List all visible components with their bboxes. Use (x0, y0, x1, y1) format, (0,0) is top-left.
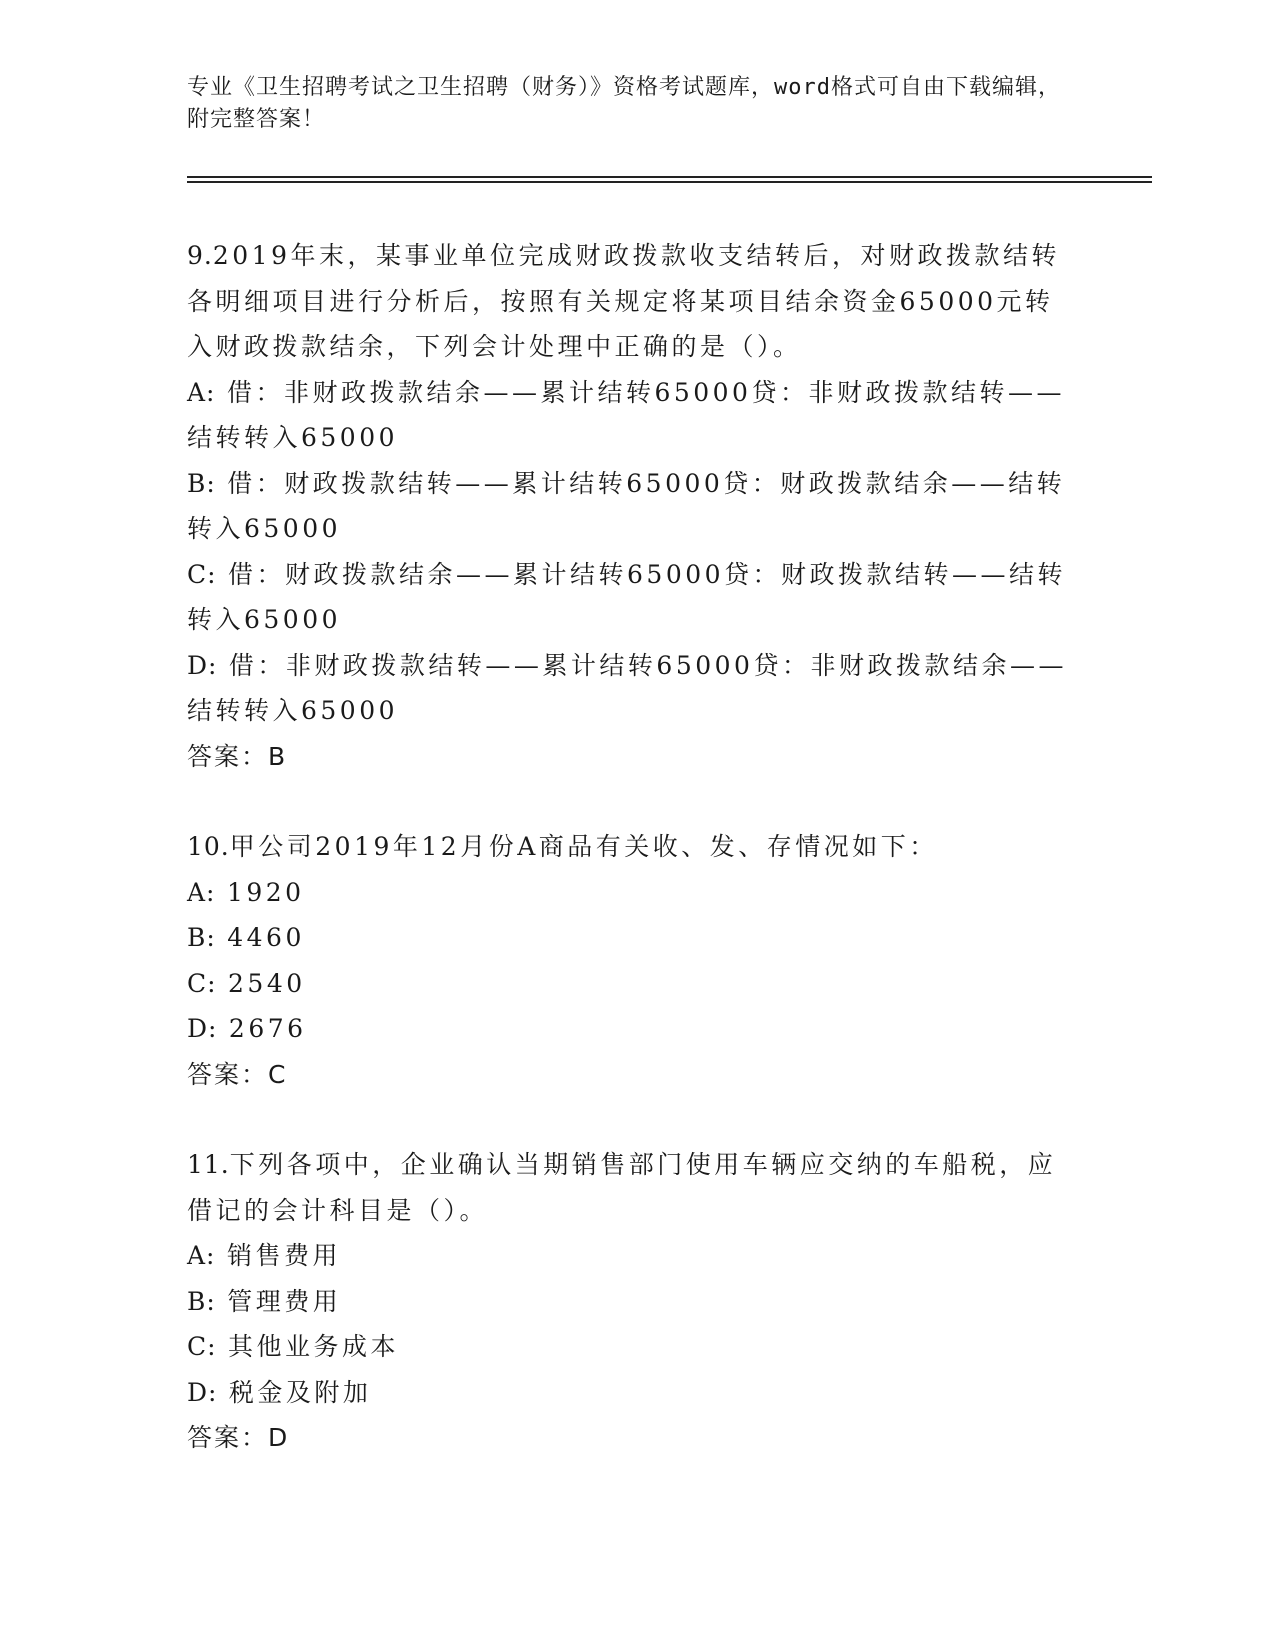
option-a (187, 1233, 1067, 1279)
option-d (187, 1006, 1067, 1052)
question-number: 10. (187, 832, 230, 861)
question-number: 9. (187, 241, 213, 270)
option-c (187, 961, 1067, 1007)
option-text: 4460 (227, 923, 305, 952)
question-9 (187, 233, 1067, 779)
option-text: 借：财政拨款结余——累计结转65000贷：财政拨款结转——结转转入65000 (187, 559, 1067, 634)
question-text (187, 233, 1067, 370)
option-text: 其他业务成本 (228, 1332, 400, 1361)
option-a (187, 870, 1067, 916)
option-key: A: (187, 377, 216, 407)
option-key: B: (187, 923, 216, 952)
question-body: 2019年末，某事业单位完成财政拨款收支结转后，对财政拨款结转各明细项目进行分析后，按照有关规定将某项目结余资金65000元转入财政拨款结余，下列会计处理中正确的是（）。 (187, 241, 1060, 361)
question-10 (187, 824, 1067, 1097)
answer-label: 答案：D (187, 1423, 290, 1452)
option-key: C: (187, 968, 217, 998)
header-divider-top (187, 176, 1152, 178)
question-text (187, 824, 1067, 870)
option-c (187, 552, 1067, 643)
question-number: 11. (187, 1150, 230, 1179)
option-key: C: (187, 559, 217, 589)
question-body: 下列各项中，企业确认当期销售部门使用车辆应交纳的车船税，应借记的会计科目是（）。 (187, 1150, 1057, 1225)
header-divider-bottom (187, 181, 1152, 183)
option-c (187, 1324, 1067, 1370)
question-body: 甲公司2019年12月份A商品有关收、发、存情况如下： (229, 832, 938, 861)
option-text: 2676 (228, 1014, 307, 1043)
option-key: C: (187, 1332, 217, 1361)
option-text: 借：财政拨款结转——累计结转65000贷：财政拨款结余——结转转入65000 (187, 468, 1066, 543)
option-text: 借：非财政拨款结转——累计结转65000贷：非财政拨款结余——结转转入65000 (187, 650, 1067, 725)
option-text: 销售费用 (226, 1241, 341, 1270)
option-d (187, 1370, 1067, 1416)
answer-label: 答案：C (187, 1059, 288, 1089)
option-b (187, 461, 1067, 552)
document-header: 专业《卫生招聘考试之卫生招聘（财务）》资格考试题库，word格式可自由下载编辑，附完整答案！ (187, 75, 1061, 132)
option-text: 借：非财政拨款结余——累计结转65000贷：非财政拨款结转——结转转入65000 (187, 377, 1065, 452)
question-list (187, 233, 1067, 1506)
option-d (187, 643, 1067, 734)
option-key: D: (187, 1377, 218, 1407)
option-key: A: (187, 1241, 216, 1270)
option-text: 税金及附加 (228, 1377, 372, 1407)
option-b (187, 1279, 1067, 1325)
option-text: 2540 (228, 968, 306, 998)
option-key: D: (187, 1014, 218, 1043)
option-text: 1920 (226, 877, 305, 907)
option-key: B: (187, 1286, 216, 1316)
option-key: D: (187, 650, 218, 680)
answer-label: 答案：B (187, 741, 288, 771)
question-11 (187, 1142, 1067, 1461)
option-b (187, 915, 1067, 961)
option-text: 管理费用 (227, 1286, 342, 1316)
option-key: B: (187, 468, 216, 498)
question-text (187, 1142, 1067, 1233)
option-key: A: (187, 877, 216, 907)
option-a (187, 370, 1067, 461)
